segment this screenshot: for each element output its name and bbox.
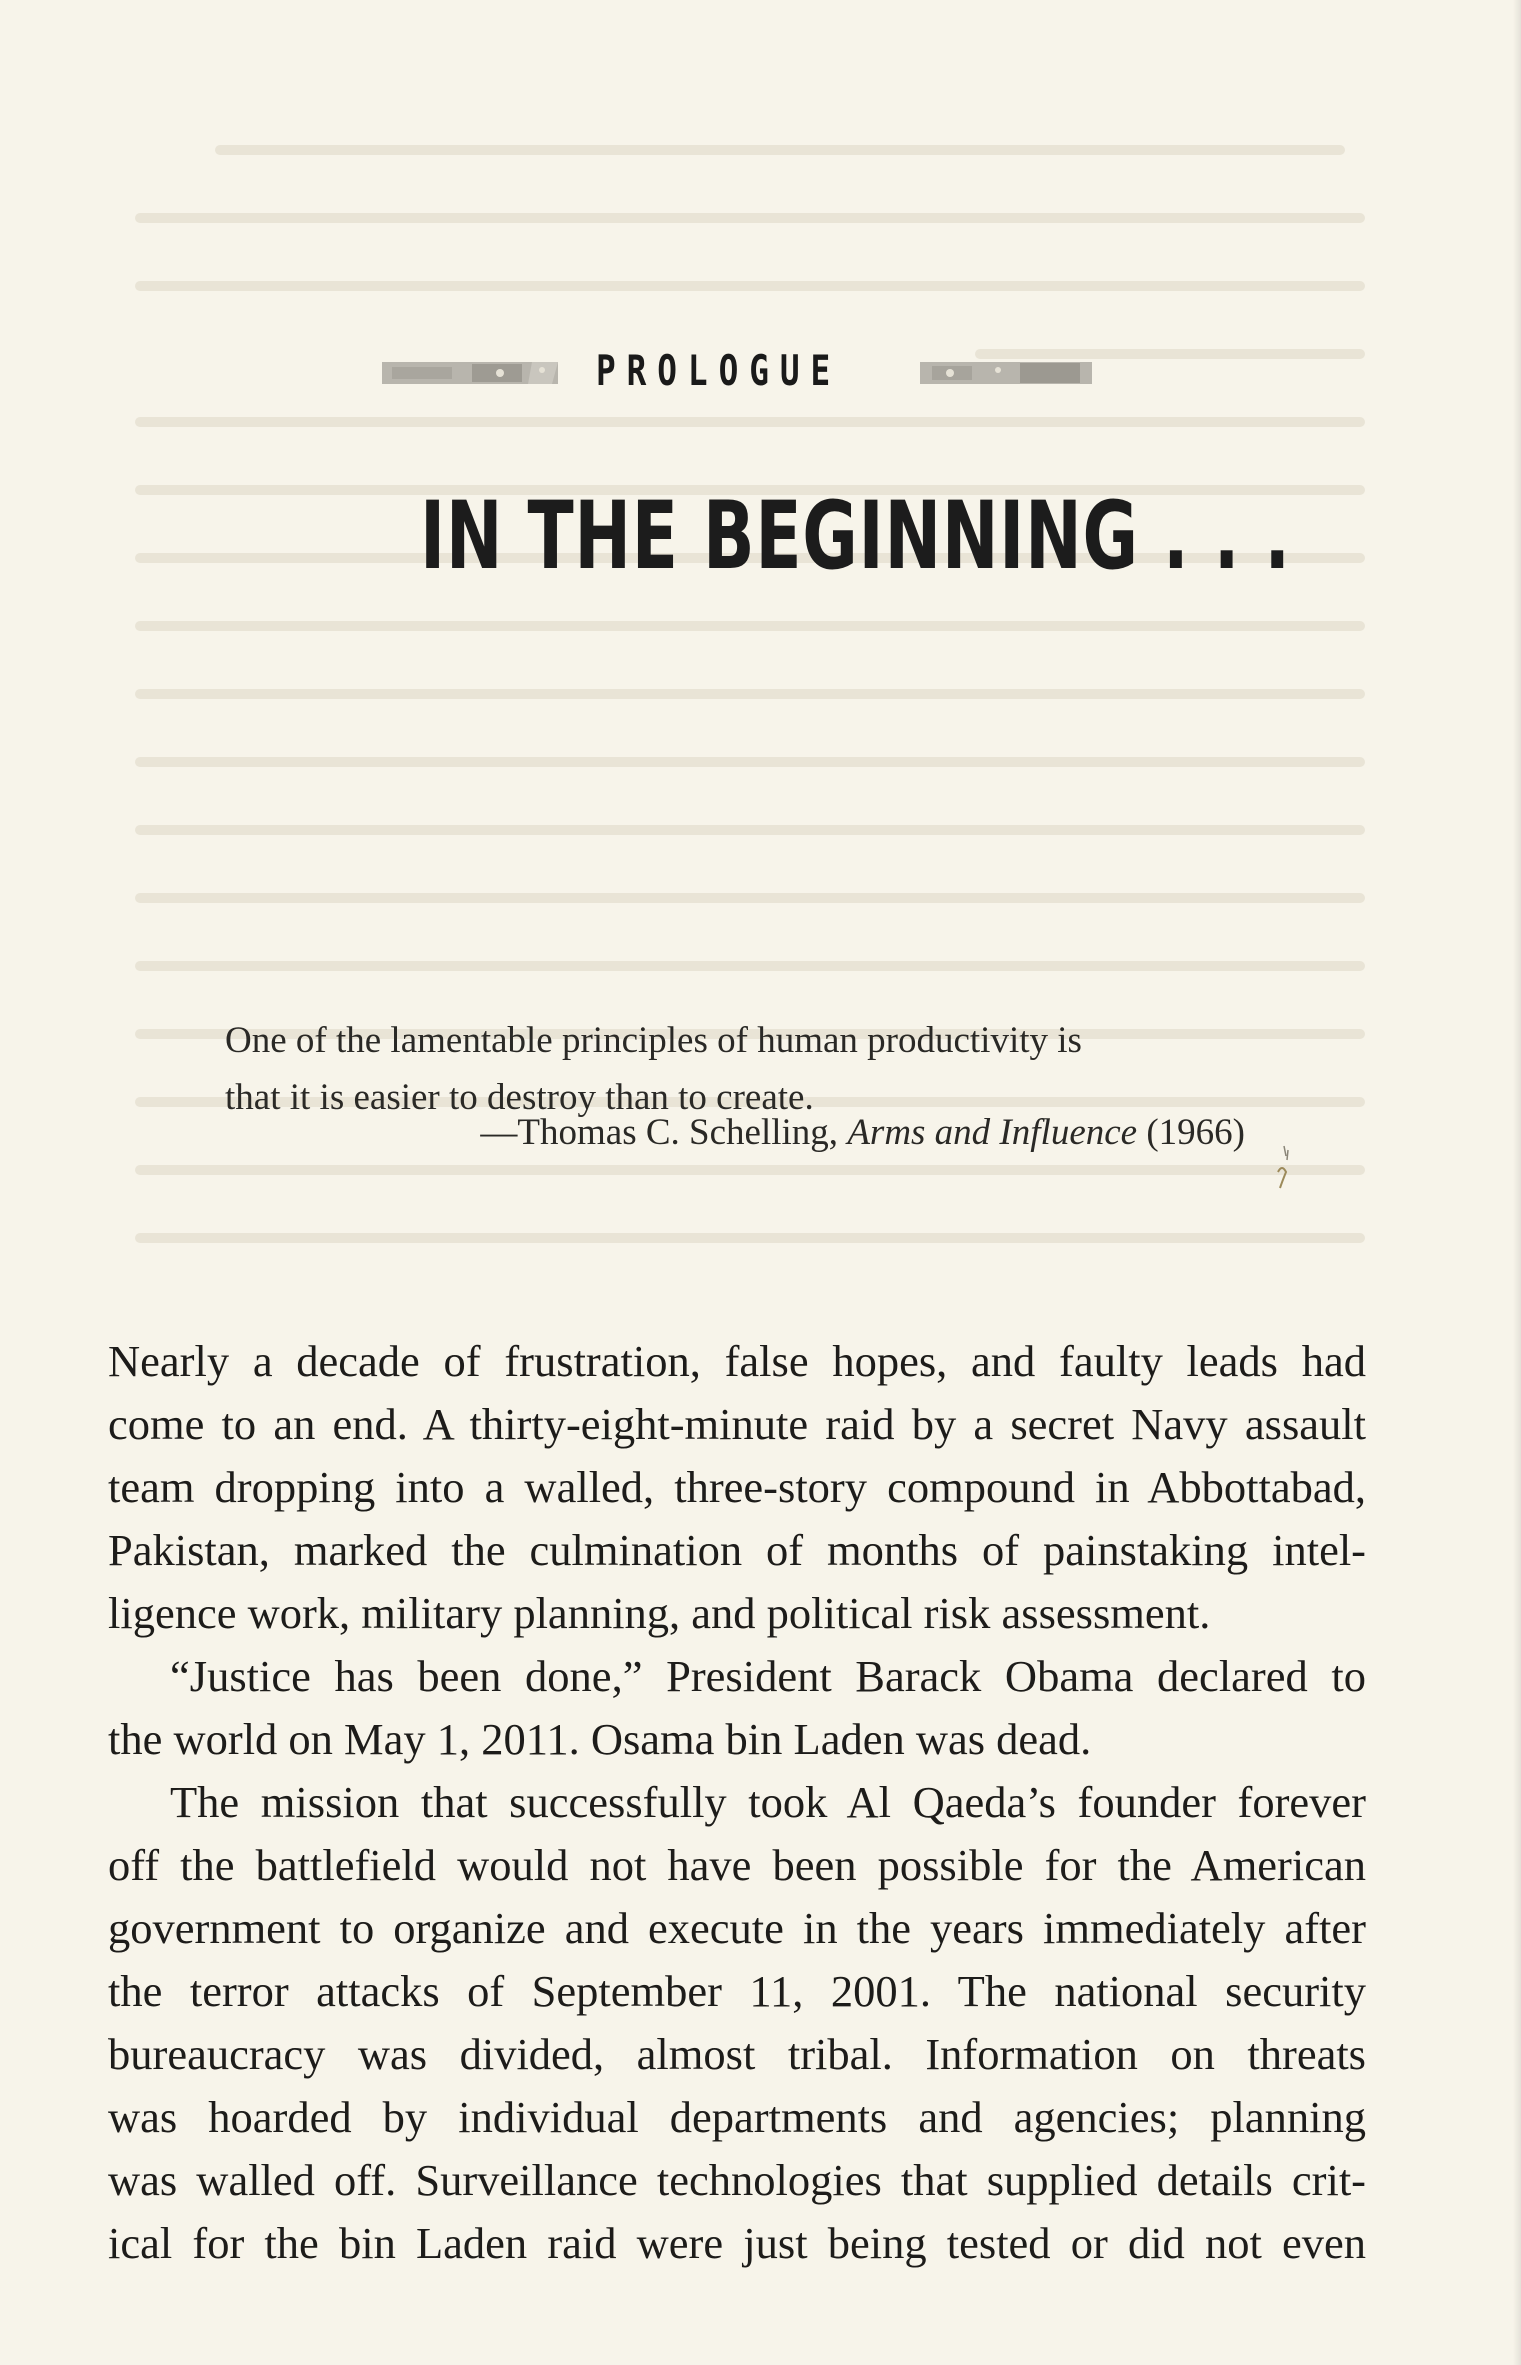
chapter-header	[0, 338, 1521, 408]
body-line: was hoarded by individual departments and agencies; planning	[108, 2092, 1366, 2142]
ornament-left-icon	[382, 358, 558, 388]
attribution-year: (1966)	[1137, 1112, 1245, 1153]
attribution-author: —Thomas C. Schelling,	[480, 1112, 848, 1153]
body-line: government to organize and execute in the years immediately after	[108, 1903, 1366, 1953]
body-line: team dropping into a walled, three-story compound in Abbottabad,	[108, 1462, 1366, 1512]
attribution-work-title: Arms and Influence	[847, 1112, 1138, 1153]
body-line: off the battlefield would not have been possible for the American	[108, 1840, 1366, 1890]
chapter-kicker: PROLOGUE	[596, 346, 842, 395]
ornament-right-icon	[920, 358, 1092, 388]
body-line: bureaucracy was divided, almost tribal. Information on threats	[108, 2029, 1366, 2079]
epigraph-line: that it is easier to destroy than to create.	[225, 1077, 814, 1118]
body-line: Pakistan, marked the culmination of months of painstaking intel-	[108, 1525, 1366, 1575]
body-line: come to an end. A thirty-eight-minute raid by a secret Navy assault	[108, 1399, 1366, 1449]
pencil-mark-icon	[1272, 1142, 1296, 1194]
body-line: the terror attacks of September 11, 2001. The national security	[108, 1966, 1366, 2016]
body-line: ligence work, military planning, and political risk assessment.	[108, 1588, 1211, 1638]
body-line: was walled off. Surveillance technologies that supplied details crit-	[108, 2155, 1366, 2205]
body-line: “Justice has been done,” President Barack Obama declared to	[170, 1651, 1366, 1701]
body-line: the world on May 1, 2011. Osama bin Laden was dead.	[108, 1714, 1092, 1764]
body-line: The mission that successfully took Al Qaeda’s founder forever	[170, 1777, 1366, 1827]
epigraph-line: One of the lamentable principles of human productivity is	[225, 1020, 1082, 1061]
body-line: ical for the bin Laden raid were just being tested or did not even	[108, 2218, 1366, 2268]
epigraph-attribution	[225, 1104, 1245, 1161]
chapter-title: IN THE BEGINNING . . .	[420, 482, 1291, 591]
body-text	[108, 1330, 1366, 2275]
body-line: Nearly a decade of frustration, false hopes, and faulty leads had	[108, 1336, 1366, 1386]
